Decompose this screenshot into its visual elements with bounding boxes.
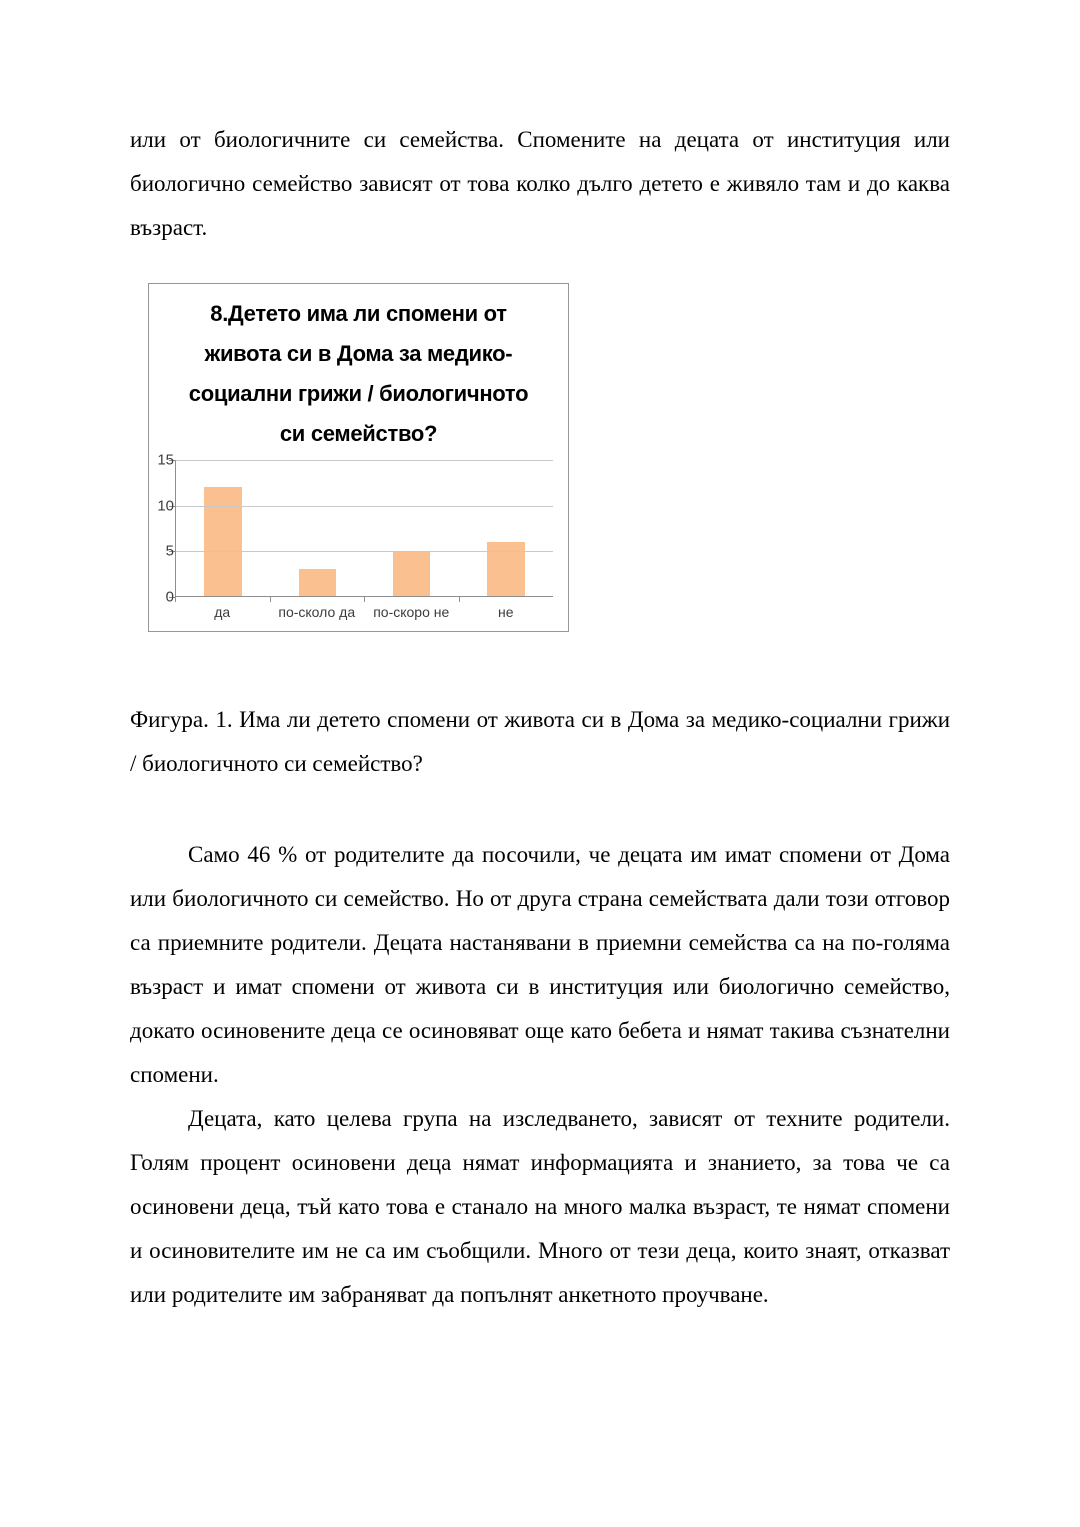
y-tick-label-15: 15 bbox=[157, 451, 174, 469]
y-tick-label-5: 5 bbox=[165, 542, 174, 560]
bar-по-сколо да bbox=[299, 569, 337, 596]
x-tick-label-не: не bbox=[497, 604, 514, 620]
y-tick-label-10: 10 bbox=[157, 497, 174, 515]
gridline-15 bbox=[176, 460, 553, 461]
paragraph-results: Само 46 % от родителите да посочили, че децата им имат спомени от Дома или биологичното си семейство. Но от друга страна семействата дали този отговор са приемните родители. Децата настанявани в приемни семейства са на по-голяма възраст и имат спомени от живота си в институция или биологично семейство, докато осиновените деца се осиновяват още като бебета и нямат такива съзнателни спомени. bbox=[130, 842, 950, 1087]
x-boundary-tick-3 bbox=[459, 597, 460, 602]
bar-column-не bbox=[459, 460, 553, 596]
paragraph-continuation: или от биологичните си семейства. Спомените на децата от институция или биологично семейство зависят от това колко дълго детето е живяло там и до каква възраст. bbox=[130, 127, 950, 240]
bar-да bbox=[204, 487, 242, 596]
bar-column-да bbox=[176, 460, 270, 596]
x-boundary-tick-1 bbox=[270, 597, 271, 602]
chart-plot-area bbox=[157, 451, 553, 606]
figure-caption: Фигура. 1. Има ли детето спомени от живота си в Дома за медико-социални грижи / биологичното си семейство? bbox=[130, 707, 950, 776]
paragraph-discussion: Децата, като целева група на изследването, зависят от техните родители. Голям процент осиновени деца нямат информацията и знанието, за това че са осиновени деца, тъй като това е станало на много малка възраст, те нямат спомени и осиновителите им не са им съобщили. Много от тези деца, които знаят, отказват или родителите им забраняват да попълнят анкетното проучване. bbox=[130, 1106, 950, 1307]
bar-column-по-сколо да bbox=[270, 460, 364, 596]
x-boundary-tick-2 bbox=[364, 597, 365, 602]
chart-title bbox=[149, 294, 568, 454]
x-tick-label-да: да bbox=[214, 604, 231, 620]
bar-не bbox=[487, 542, 525, 596]
gridline-5 bbox=[176, 551, 553, 552]
x-axis-labels bbox=[175, 604, 553, 620]
y-tick-label-0: 0 bbox=[165, 588, 174, 606]
figure-1-bar-chart bbox=[148, 283, 569, 632]
x-tick-label-по-скоро не: по-скоро не bbox=[373, 604, 450, 620]
bars-container bbox=[176, 460, 553, 596]
bar-по-скоро не bbox=[393, 551, 431, 596]
bar-column-по-скоро не bbox=[365, 460, 459, 596]
gridline-10 bbox=[176, 506, 553, 507]
chart-title-text: 8.Детето има ли спомени от живота си в Дома за медико-социални грижи / биологичното си семейство? bbox=[188, 301, 529, 446]
x-tick-label-по-сколо да: по-сколо да bbox=[278, 604, 356, 620]
